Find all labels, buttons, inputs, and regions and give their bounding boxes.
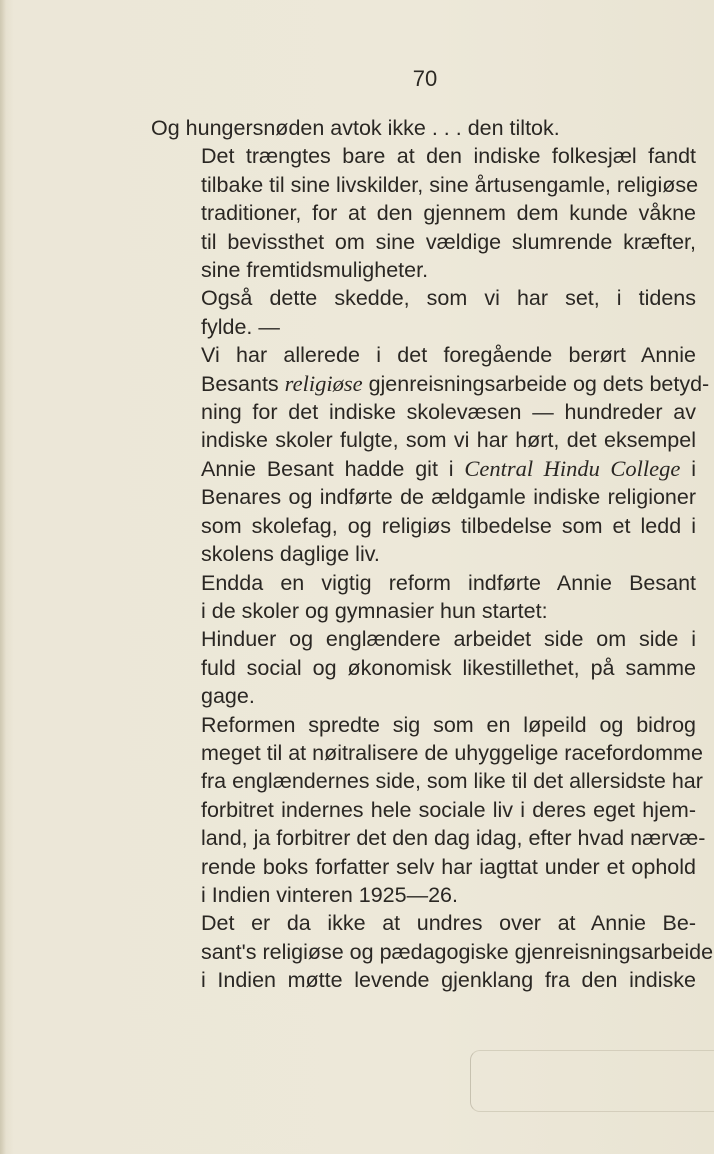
paragraph [151,569,696,626]
text-line: Benares og indførte de ældgamle indiske religioner [201,485,696,510]
text-line: i de skoler og gymnasier hun startet: [201,598,548,623]
text-line: gage. [201,684,255,709]
text-line: Reformen spredte sig som en løpeild og bidrog [201,712,696,737]
text-line: traditioner, for at den gjennem dem kunde våkne [201,201,696,226]
text-run: Annie Besant hadde git i [201,456,454,481]
text-line: til bevissthet om sine vældige slumrende kræfter, [201,229,696,254]
text-line: tilbake til sine livskilder, sine årtusengamle, religiøse [201,172,699,197]
text-line [151,370,710,398]
body-text [151,114,714,995]
text-line: i Indien møtte levende gjenklang fra den indiske [201,968,696,993]
text-line: land, ja forbitrer det den dag idag, efter hvad nærvæ- [201,826,706,851]
text-line: Endda en vigtig reform indførte Annie Besant [201,570,696,595]
text-line: Det trængtes bare at den indiske folkesjæl fandt [201,144,696,169]
text-line: Og hungersnøden avtok ikke . . . den tiltok. [151,116,560,140]
text-line: skolens daglige liv. [201,542,380,567]
paragraph [151,909,714,994]
text-line: forbitret indernes hele sociale liv i deres eget hjem- [201,797,696,822]
text-line: sant's religiøse og pædagogiske gjenreisningsarbeide [201,939,714,964]
paragraph [151,114,696,142]
text-line: ning for det indiske skolevæsen — hundreder av [201,400,696,425]
text-run: gjenreisningsarbeide og dets betyd- [368,371,710,396]
paragraph [151,711,706,910]
scan-mark [470,1050,714,1112]
text-line: som skolefag, og religiøs tilbedelse som et ledd i [201,513,696,538]
text-line [151,455,696,483]
paragraph [151,284,696,341]
text-line: sine fremtidsmuligheter. [201,258,429,283]
italic-title: Central Hindu College [464,455,681,481]
text-line: Også dette skedde, som vi har set, i tidens [201,286,696,311]
page-edge-shadow [0,0,6,1154]
italic-word: religiøse [284,370,363,396]
text-line: fylde. — [201,314,280,339]
text-line: i Indien vinteren 1925—26. [201,882,458,907]
text-line: fra englændernes side, som like til det allersidste har [201,769,703,794]
text-line: Vi har allerede i det foregående berørt Annie [201,343,696,368]
text-line: fuld social og økonomisk likestillethet, på samme [201,655,696,680]
text-line: rende boks forfatter selv har iagttat under et ophold [201,854,696,879]
text-line: indiske skoler fulgte, som vi har hørt, det eksempel [201,428,696,453]
text-run: i [691,456,696,481]
text-line: meget til at nøitralisere de uhyggelige racefordomme [201,740,703,765]
page-number: 70 [412,66,438,91]
paragraph [151,142,699,284]
paragraph [151,625,696,710]
text-line: Det er da ikke at undres over at Annie Be- [201,911,696,936]
text-run: Besants [201,371,279,396]
text-line: Hinduer og englændere arbeidet side om side i [201,627,696,652]
paragraph [151,341,710,568]
